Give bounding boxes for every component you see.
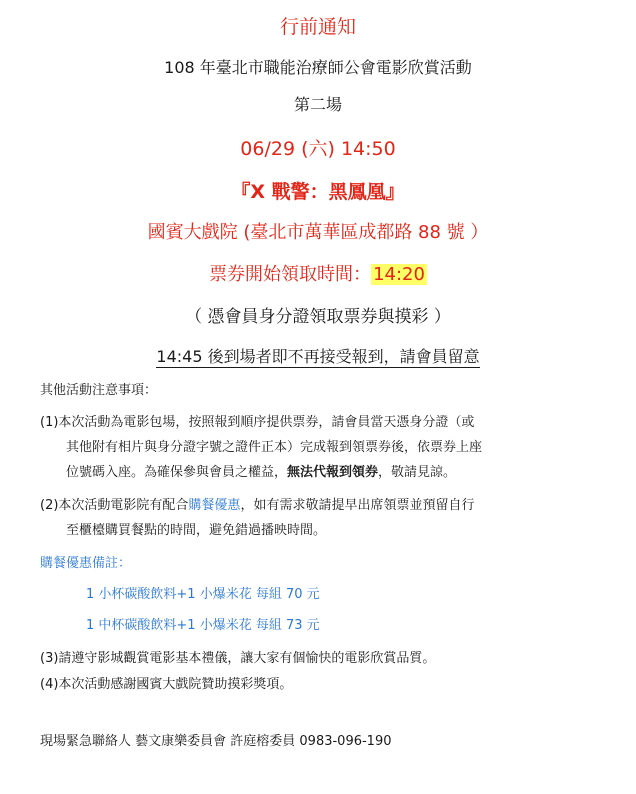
ticket-pickup-time — [0, 260, 636, 286]
late-arrival-text: 14:45 後到場者即不再接受報到，請會員留意 — [156, 347, 480, 366]
note-1-text-b: ，敬請見諒。 — [378, 465, 457, 480]
meal-option-2: 1 中杯碳酸飲料+1 小爆米花 每組 73 元 — [86, 618, 320, 633]
notice-title: 行前通知 — [279, 16, 356, 38]
note-1-line-2: 其他附有相片與身分證字號之證件正本）完成報到領票券後，依票券上座 — [66, 440, 483, 455]
emergency-contact: 現場緊急聯絡人 藝文康樂委員會 許庭榕委員 0983-096-190 — [40, 734, 392, 749]
note-3: (3)請遵守影城觀賞電影基本禮儀，讓大家有個愉快的電影欣賞品質。 — [40, 651, 436, 666]
venue-address: 國賓大戲院 (臺北市萬華區成都路 88 號 ） — [147, 222, 489, 243]
movie-title: 『X 戰警：黑鳳凰』 — [231, 181, 405, 203]
event-subtitle: 108 年臺北市職能治療師公會電影欣賞活動 — [164, 58, 472, 77]
no-proxy-warning: 無法代報到領券 — [287, 465, 379, 480]
meal-heading: 購餐優惠備註： — [40, 556, 132, 571]
meal-discount-link[interactable]: 購餐優惠 — [188, 498, 241, 513]
note-4: (4)本次活動感謝國賓大戲院贊助摸彩獎項。 — [40, 677, 293, 692]
note-1-line-1: (1)本次活動為電影包場，按照報到順序提供票券，請會員當天憑身分證（或 — [40, 415, 475, 430]
note-2-text-a: (2)本次活動電影院有配合 — [40, 498, 189, 513]
note-1-line-3 — [66, 465, 456, 481]
note-1-text-a: 位號碼入座。為確保參與會員之權益， — [66, 465, 288, 480]
notes-heading: 其他活動注意事項： — [40, 383, 158, 398]
late-arrival-note — [0, 344, 636, 367]
note-2-line-2: 至櫃檯購買餐點的時間，避免錯過播映時間。 — [66, 523, 327, 538]
event-datetime: 06/29 (六) 14:50 — [240, 138, 396, 160]
id-requirement-note: （ 憑會員身分證領取票券與摸彩 ） — [185, 307, 451, 327]
note-2-text-b: ，如有需求敬請提早出席領票並預留自行 — [240, 498, 475, 513]
ticket-label: 票券開始領取時間： — [209, 264, 372, 285]
session-label: 第二場 — [293, 95, 342, 114]
ticket-time-highlight: 14:20 — [373, 264, 425, 285]
note-2-line-1 — [40, 498, 474, 514]
meal-option-1: 1 小杯碳酸飲料+1 小爆米花 每組 70 元 — [86, 587, 320, 602]
